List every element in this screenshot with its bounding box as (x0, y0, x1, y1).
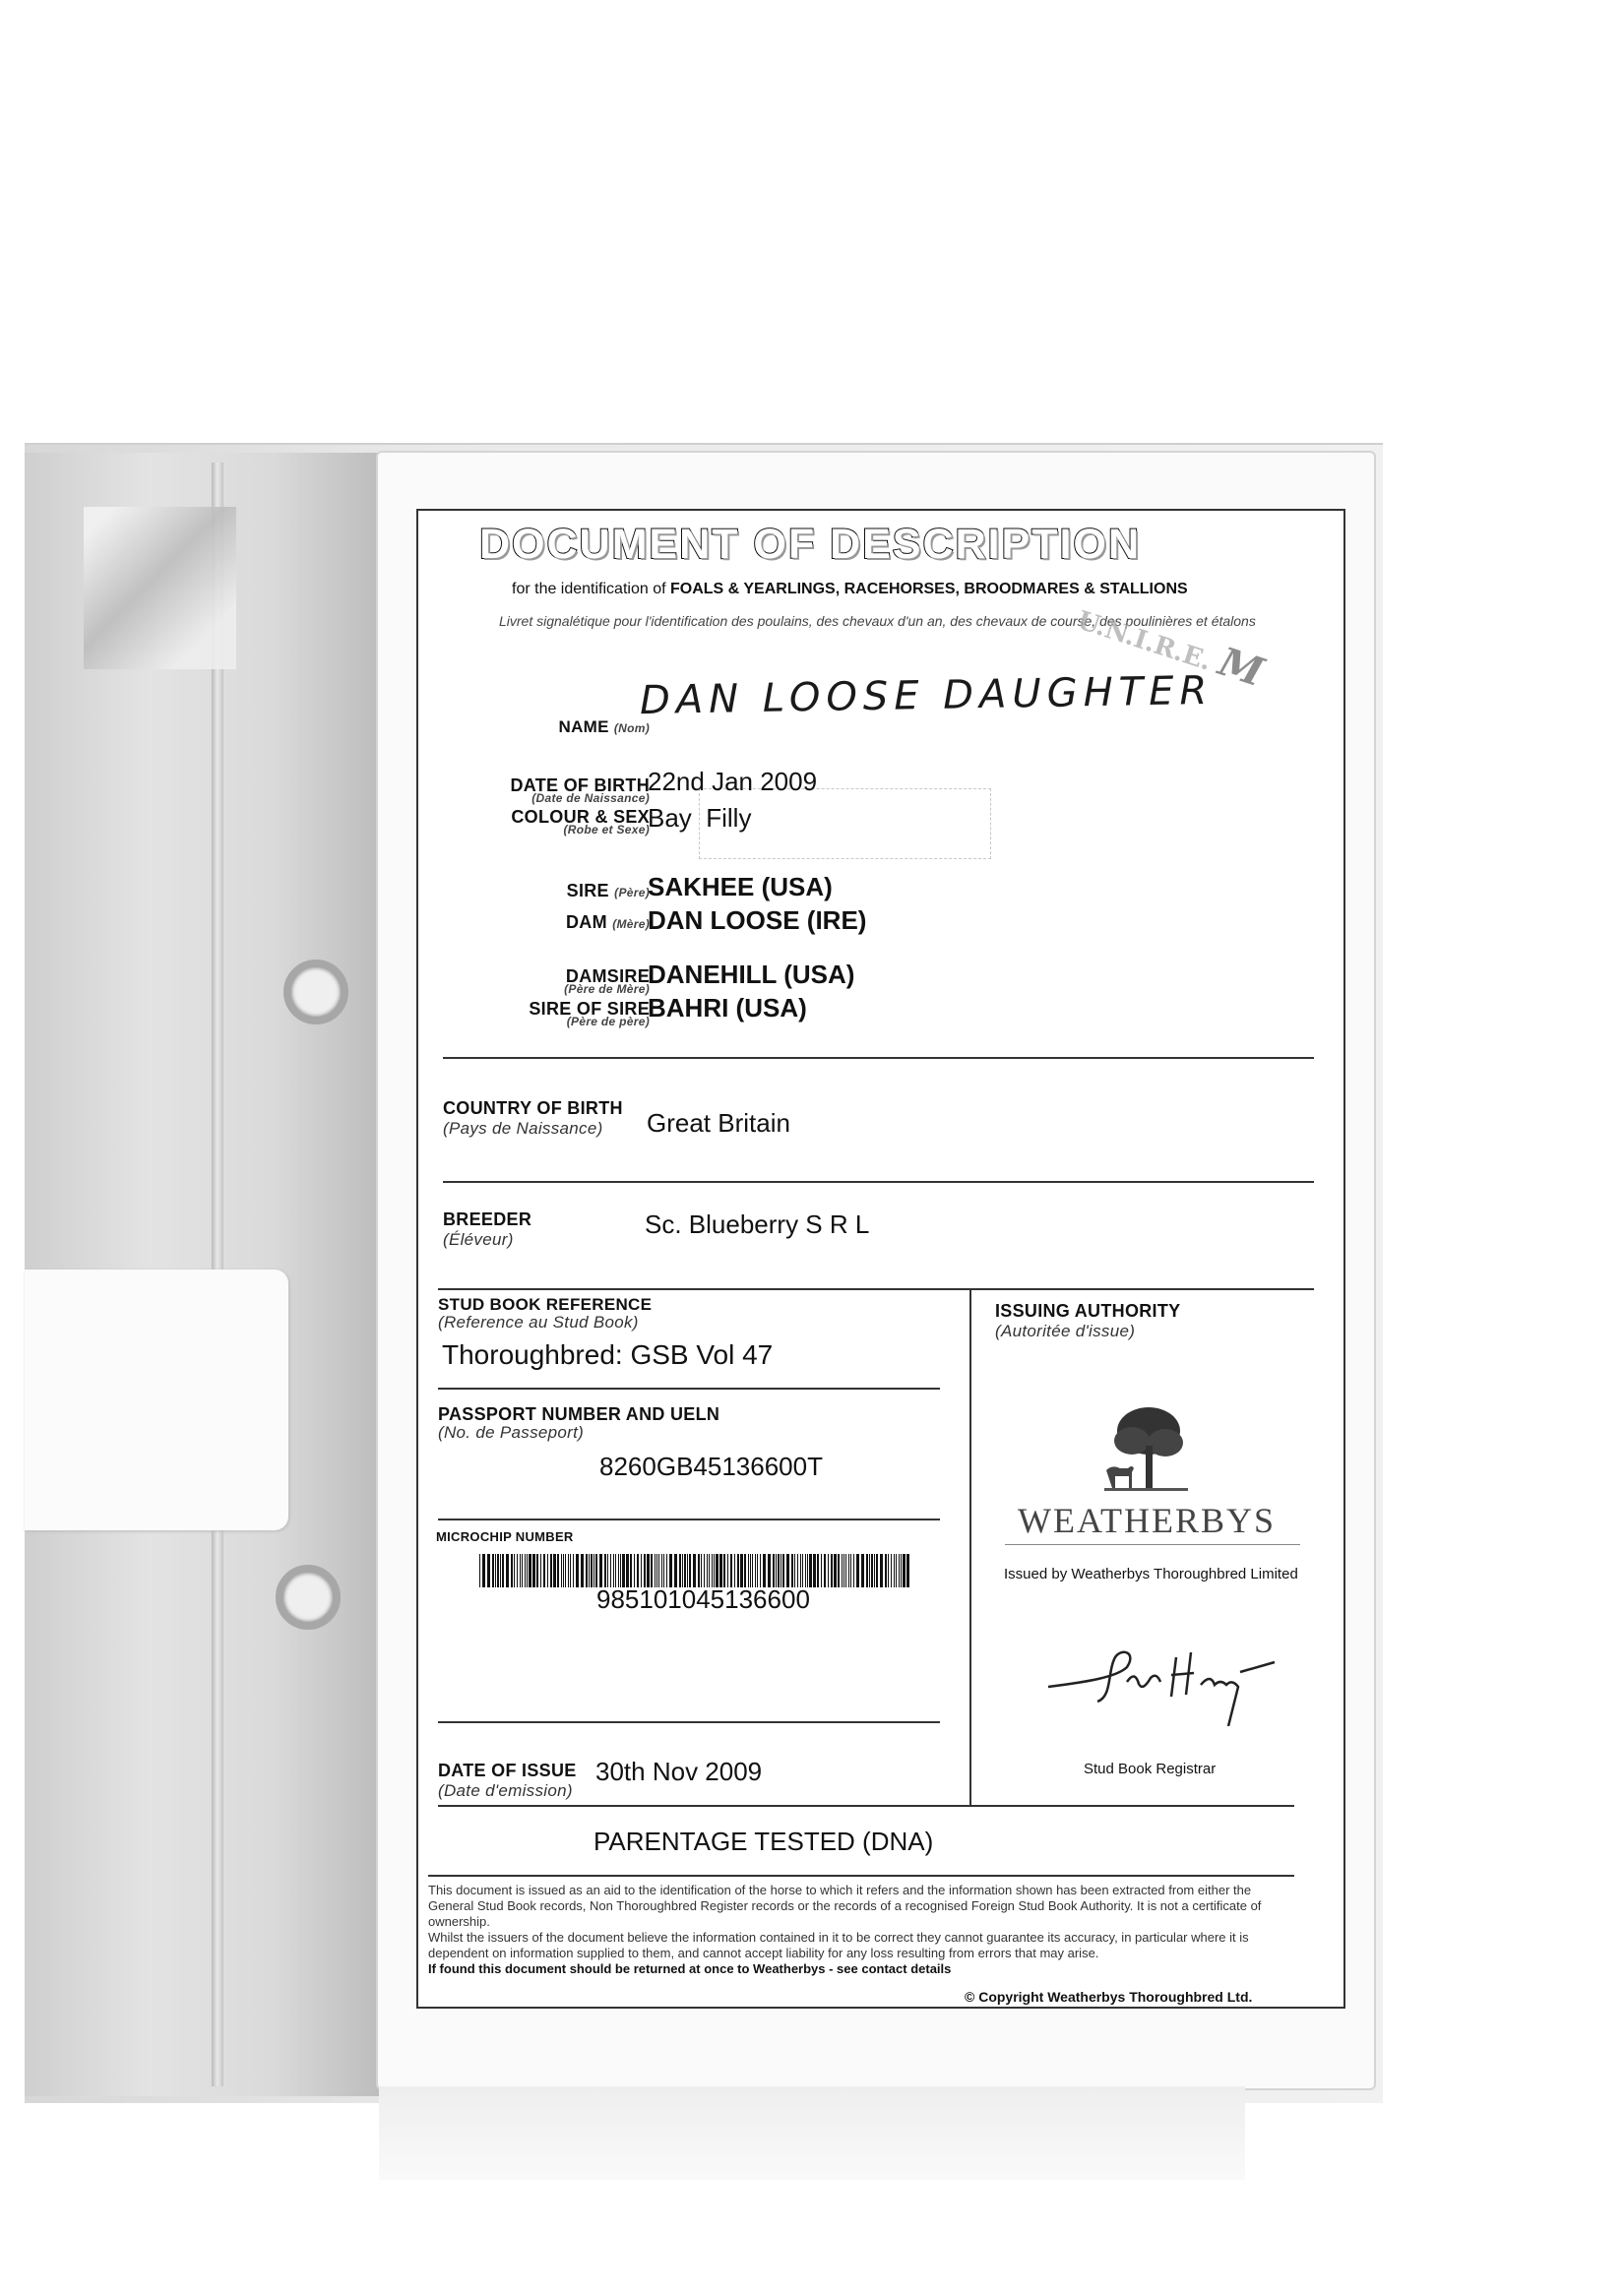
breeder-value: Sc. Blueberry S R L (645, 1209, 870, 1239)
dam-value: DAN LOOSE (IRE) (648, 905, 867, 935)
divider (428, 1875, 1294, 1877)
copyright: © Copyright Weatherbys Thoroughbred Ltd. (965, 1989, 1253, 2005)
sire-value: SAKHEE (USA) (648, 872, 833, 901)
binder-label-card (25, 1270, 288, 1530)
date-of-issue-label: DATE OF ISSUE (Date d'emission) (438, 1761, 577, 1800)
binder-ring-icon (276, 1565, 341, 1630)
colour-sex-label: COLOUR & SEX (Robe et Sexe) (511, 807, 650, 837)
document-of-description (416, 509, 1345, 2009)
colour-sex-value: Bay Filly (648, 803, 752, 833)
subtitle-categories: FOALS & YEARLINGS, RACEHORSES, BROODMARES & STALLIONS (670, 581, 1188, 597)
breeder-label: BREEDER (Éléveur) (443, 1209, 532, 1249)
binder-ring-icon (283, 960, 348, 1024)
disclaimer-line-1: This document is issued as an aid to the identification of the horse to which it refers and the information shown has been extracted from either the General Stud Book records, Non Thoroughbred Register records or the records of a recognised Foreign Stud Book Authority. It is not a certificate of ownership. (428, 1883, 1262, 1929)
issued-by-text: Issued by Weatherbys Thoroughbred Limited (1004, 1566, 1298, 1582)
logo-underline (1005, 1544, 1300, 1545)
name-value: DAN LOOSE DAUGHTER (639, 667, 1214, 724)
tree-and-horse-icon (1094, 1401, 1193, 1500)
stud-book-reference-label: STUD BOOK REFERENCE (Reference au Stud Book) (438, 1295, 653, 1332)
divider (438, 1388, 940, 1390)
date-of-birth-value: 22nd Jan 2009 (648, 767, 818, 796)
tape-strip (84, 507, 236, 669)
country-of-birth-label: COUNTRY OF BIRTH (Pays de Naissance) (443, 1098, 623, 1138)
subtitle-prefix: for the identification of (512, 581, 666, 597)
country-of-birth-value: Great Britain (647, 1108, 790, 1138)
passport-number-value: 8260GB45136600T (599, 1452, 823, 1481)
sire-label: SIRE (Père) (566, 881, 650, 900)
stud-book-reference-value: Thoroughbred: GSB Vol 47 (442, 1339, 774, 1370)
microchip-number-label: MICROCHIP NUMBER (436, 1529, 574, 1544)
parentage-tested: PARENTAGE TESTED (DNA) (593, 1827, 934, 1856)
sire-of-sire-label: SIRE OF SIRE (Père de père) (529, 999, 650, 1028)
microchip-number-value: 985101045136600 (596, 1584, 810, 1614)
disclaimer-line-3: If found this document should be returned at once to Weatherbys - see contact details (428, 1961, 952, 1976)
divider (438, 1721, 940, 1723)
divider (438, 1288, 1314, 1290)
date-of-birth-label: DATE OF BIRTH (Date de Naissance) (510, 775, 650, 805)
signature-icon (1029, 1638, 1284, 1726)
column-divider (969, 1288, 971, 1805)
divider (438, 1805, 1294, 1807)
disclaimer-line-2: Whilst the issuers of the document believe the information contained in it to be correct they cannot guarantee its accuracy, in particular where it is dependent on information supplied to them, and cannot accept liability for any loss resulting from errors that may arise. (428, 1930, 1249, 1960)
stamp-text: U.N.I.R.E. (1073, 605, 1216, 677)
document-title: DOCUMENT OF DESCRIPTION (479, 521, 1141, 568)
weatherbys-logo (999, 1401, 1294, 1579)
dam-label: DAM (Mère) (565, 912, 650, 932)
passport-number-label: PASSPORT NUMBER AND UELN (No. de Passeport) (438, 1404, 720, 1442)
date-of-issue-value: 30th Nov 2009 (595, 1757, 763, 1786)
stud-book-registrar: Stud Book Registrar (1084, 1761, 1217, 1777)
name-label: NAME (Nom) (558, 717, 650, 736)
document-subtitle-french: Livret signalétique pour l'identification des poulains, des chevaux d'un an, des chevaux de course, des poulinières et étalons (499, 613, 1256, 629)
weatherbys-wordmark: WEATHERBYS (1018, 1501, 1276, 1540)
disclaimer (428, 1883, 1294, 1977)
divider (443, 1057, 1314, 1059)
stamp-initials: M (1213, 638, 1270, 697)
sleeve-bottom-tab (379, 2086, 1245, 2180)
damsire-label: DAMSIRE (Père de Mère) (564, 966, 650, 996)
issuing-authority-label: ISSUING AUTHORITY (Autoritée d'issue) (995, 1301, 1181, 1340)
damsire-value: DANEHILL (USA) (648, 960, 855, 989)
divider (438, 1519, 940, 1520)
sire-of-sire-value: BAHRI (USA) (648, 993, 807, 1023)
divider (443, 1181, 1314, 1183)
